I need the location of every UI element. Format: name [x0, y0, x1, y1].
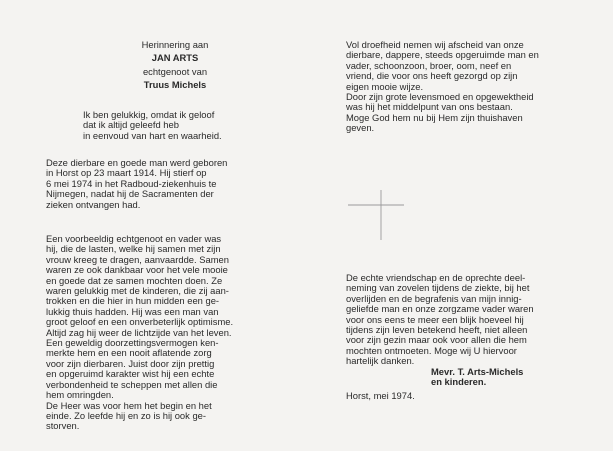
farewell-paragraph [346, 40, 590, 134]
tribute-line: waren gelukkig met de kinderen, die zij aan- [46, 285, 229, 297]
tribute-line: storven. [46, 420, 80, 432]
thanks-line: mochten ontmoeten. Moge wij U hiervoor [346, 344, 517, 356]
bio-line: Nijmegen, nadat hij de Sacramenten der [46, 188, 214, 200]
farewell-line: geven. [346, 122, 375, 134]
thanks-paragraph [346, 273, 590, 367]
tribute-line: en opgeruimd karakter wist hij een echte [46, 368, 215, 380]
farewell-line: Vol droefheid nemen wij afscheid van onze [346, 39, 524, 50]
thanks-line: geliefde man en onze zorgzame vader waren [346, 303, 534, 315]
tribute-line: merkte hem en een nooit aflatende zorg [46, 347, 212, 359]
signature-line: Mevr. T. Arts-Michels [431, 366, 524, 377]
tribute-line: einde. Zo leefde hij en zo is hij ook ge- [46, 409, 206, 421]
spouse-name: Truus Michels [143, 79, 207, 91]
farewell-line: vriend, die voor ons heeft gezorgd op zijn [346, 70, 518, 82]
header-block [46, 40, 304, 91]
tribute-line: hem omringden. [46, 389, 114, 401]
tribute-line: Een geweldig doorzettingsvermogen ken- [46, 337, 219, 349]
tribute-line: vrouw kreeg te dragen, aanvaardde. Samen [46, 253, 229, 265]
quote-block [83, 110, 303, 141]
signature-block [431, 367, 523, 388]
biography-paragraph [46, 158, 304, 210]
farewell-line: was hij het middelpunt van ons bestaan. [346, 101, 513, 113]
thanks-line: voor ons eens te meer een blijk hoeveel hij [346, 313, 524, 325]
thanks-line: overlijden en de begrafenis van mijn innig- [346, 292, 522, 304]
farewell-line: vader, schoonzoon, broer, oom, neef en [346, 59, 512, 71]
bio-line: Deze dierbare en goede man werd geboren [46, 157, 228, 168]
tribute-line: voor zijn dierbaren. Juist door zijn prettig [46, 357, 215, 369]
tribute-line: De Heer was voor hem het begin en het [46, 399, 212, 411]
quote-line: dat ik altijd geleefd heb [83, 119, 179, 131]
tribute-line: hij, die de lasten, welke hij samen met zijn [46, 243, 221, 255]
tribute-line: trokken en die hier in hun midden een ge- [46, 295, 220, 307]
thanks-line: hartelijk danken. [346, 355, 415, 367]
thanks-line: De echte vriendschap en de oprechte deel- [346, 272, 526, 283]
tribute-line: verbondenheid te scheppen met allen die [46, 378, 218, 390]
quote-line: Ik ben gelukkig, omdat ik geloof [83, 109, 215, 120]
tribute-line: Een voorbeeldig echtgenoot en vader was [46, 233, 222, 244]
bio-line: 6 mei 1974 in het Radboud-ziekenhuis te [46, 177, 217, 189]
quote-line: in eenvoud van hart en waarheid. [83, 129, 222, 141]
deceased-name: JAN ARTS [151, 52, 199, 64]
thanks-line: voor zijn gezin maar ook voor allen die hem [346, 334, 527, 346]
intro-text: Herinnering aan [141, 39, 209, 50]
bio-line: in Horst op 23 maart 1914. Hij stierf op [46, 167, 207, 179]
place-date: Horst, mei 1974. [346, 390, 415, 401]
signature-line: en kinderen. [431, 376, 487, 388]
thanks-line: tijdens zijn leven betekend heeft, niet alleen [346, 324, 528, 336]
tribute-line: waren ze ook dankbaar voor het vele mooie [46, 264, 228, 276]
thanks-line: neming van zovelen tijdens de ziekte, bij het [346, 282, 530, 294]
tribute-paragraph [46, 234, 304, 432]
bio-line: zieken ontvangen had. [46, 198, 141, 210]
farewell-line: Moge God hem nu bij Hem zijn thuishaven [346, 111, 523, 123]
cross-icon [346, 184, 406, 244]
tribute-line: Altijd zag hij weer de lichtzijde van het leven. [46, 326, 232, 338]
tribute-line: groot geloof en een onverbeterlijk optimisme. [46, 316, 234, 328]
spouse-intro: echtgenoot van [142, 65, 208, 77]
farewell-line: eigen mooie wijze. [346, 80, 424, 92]
farewell-line: Door zijn grote levensmoed en opgewektheid [346, 91, 534, 103]
tribute-line: en goede dat ze samen mochten doen. Ze [46, 274, 223, 286]
tribute-line: lukkig thuis hadden. Hij was een man van [46, 305, 219, 317]
farewell-line: dierbare, dappere, steeds opgeruimde man en [346, 49, 539, 61]
